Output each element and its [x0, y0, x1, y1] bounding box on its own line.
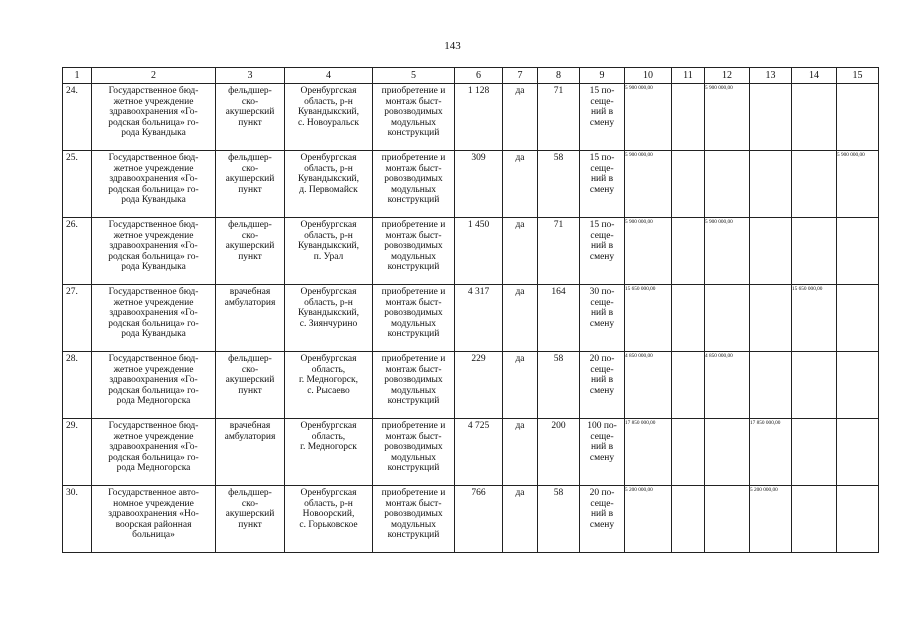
- col6-cell: 1 128: [455, 84, 503, 151]
- col11-cell: [672, 151, 705, 218]
- col15-cell: [837, 486, 879, 553]
- address-cell: Оренбургская область, г. Медногорск: [285, 419, 373, 486]
- facility-type-cell: фельдшер- ско- акушерский пункт: [216, 486, 285, 553]
- col12-cell: [705, 151, 750, 218]
- col14-cell: 15 650 000,00: [792, 285, 837, 352]
- col11-cell: [672, 419, 705, 486]
- facility-type-cell: фельдшер- ско- акушерский пункт: [216, 151, 285, 218]
- col13-cell: [750, 84, 792, 151]
- col-header: 1: [63, 68, 92, 84]
- col12-cell: 5 900 000,00: [705, 84, 750, 151]
- organization-cell: Государственное авто- номное учреждение здравоохранения «Но- воорская районная больница»: [92, 486, 216, 553]
- col10-cell: 5 900 000,00: [625, 218, 672, 285]
- col10-cell: 5 900 000,00: [625, 151, 672, 218]
- col12-cell: 4 850 000,00: [705, 352, 750, 419]
- col13-cell: [750, 151, 792, 218]
- address-cell: Оренбургская область, р-н Кувандыкский, п. Урал: [285, 218, 373, 285]
- col-header: 10: [625, 68, 672, 84]
- col10-cell: 5 200 000,00: [625, 486, 672, 553]
- col8-cell: 58: [538, 151, 580, 218]
- data-table: [62, 67, 879, 553]
- facility-type-cell: фельдшер- ско- акушерский пункт: [216, 218, 285, 285]
- col12-cell: [705, 285, 750, 352]
- address-cell: Оренбургская область, г. Медногорск, с. Рысаево: [285, 352, 373, 419]
- col14-cell: [792, 151, 837, 218]
- col13-cell: 5 200 000,00: [750, 486, 792, 553]
- table-row: [63, 352, 879, 419]
- col13-cell: [750, 285, 792, 352]
- col-header: 9: [580, 68, 625, 84]
- organization-cell: Государственное бюд- жетное учреждение здравоохранения «Го- родская больница» го- рода Кувандыка: [92, 218, 216, 285]
- row-number: 25.: [63, 151, 92, 218]
- organization-cell: Государственное бюд- жетное учреждение здравоохранения «Го- родская больница» го- рода Медногорска: [92, 352, 216, 419]
- col-header: 11: [672, 68, 705, 84]
- col6-cell: 4 317: [455, 285, 503, 352]
- col14-cell: [792, 84, 837, 151]
- col10-cell: 4 850 000,00: [625, 352, 672, 419]
- col11-cell: [672, 84, 705, 151]
- col15-cell: [837, 218, 879, 285]
- col14-cell: [792, 486, 837, 553]
- col14-cell: [792, 352, 837, 419]
- col-header: 15: [837, 68, 879, 84]
- col15-cell: [837, 84, 879, 151]
- col9-cell: 15 по- сеще- ний в смену: [580, 151, 625, 218]
- row-number: 29.: [63, 419, 92, 486]
- col6-cell: 309: [455, 151, 503, 218]
- col15-cell: [837, 285, 879, 352]
- col-header: 2: [92, 68, 216, 84]
- action-cell: приобретение и монтаж быст- ровозводимых модульных конструкций: [373, 352, 455, 419]
- col14-cell: [792, 218, 837, 285]
- action-cell: приобретение и монтаж быст- ровозводимых модульных конструкций: [373, 84, 455, 151]
- action-cell: приобретение и монтаж быст- ровозводимых модульных конструкций: [373, 218, 455, 285]
- col8-cell: 71: [538, 218, 580, 285]
- col7-cell: да: [503, 285, 538, 352]
- col7-cell: да: [503, 486, 538, 553]
- col12-cell: [705, 486, 750, 553]
- col10-cell: 5 900 000,00: [625, 84, 672, 151]
- table-row: [63, 151, 879, 218]
- col8-cell: 164: [538, 285, 580, 352]
- col8-cell: 71: [538, 84, 580, 151]
- col9-cell: 30 по- сеще- ний в смену: [580, 285, 625, 352]
- col-header: 4: [285, 68, 373, 84]
- col-header: 14: [792, 68, 837, 84]
- col-header: 12: [705, 68, 750, 84]
- col9-cell: 15 по- сеще- ний в смену: [580, 218, 625, 285]
- action-cell: приобретение и монтаж быст- ровозводимых модульных конструкций: [373, 419, 455, 486]
- col8-cell: 200: [538, 419, 580, 486]
- col8-cell: 58: [538, 486, 580, 553]
- col9-cell: 20 по- сеще- ний в смену: [580, 486, 625, 553]
- col-header: 7: [503, 68, 538, 84]
- address-cell: Оренбургская область, р-н Кувандыкский, д. Первомайск: [285, 151, 373, 218]
- col11-cell: [672, 352, 705, 419]
- facility-type-cell: фельдшер- ско- акушерский пункт: [216, 352, 285, 419]
- organization-cell: Государственное бюд- жетное учреждение здравоохранения «Го- родская больница» го- рода Кувандыка: [92, 84, 216, 151]
- col-header: 3: [216, 68, 285, 84]
- facility-type-cell: врачебная амбулатория: [216, 285, 285, 352]
- col11-cell: [672, 218, 705, 285]
- table-row: [63, 419, 879, 486]
- row-number: 24.: [63, 84, 92, 151]
- table-row: [63, 218, 879, 285]
- col-header: 8: [538, 68, 580, 84]
- col7-cell: да: [503, 218, 538, 285]
- col9-cell: 100 по- сеще- ний в смену: [580, 419, 625, 486]
- row-number: 28.: [63, 352, 92, 419]
- col12-cell: [705, 419, 750, 486]
- col13-cell: [750, 352, 792, 419]
- col15-cell: [837, 352, 879, 419]
- col11-cell: [672, 285, 705, 352]
- action-cell: приобретение и монтаж быст- ровозводимых модульных конструкций: [373, 486, 455, 553]
- row-number: 26.: [63, 218, 92, 285]
- row-number: 27.: [63, 285, 92, 352]
- col10-cell: 17 850 000,00: [625, 419, 672, 486]
- page-number: 143: [444, 40, 461, 52]
- col6-cell: 1 450: [455, 218, 503, 285]
- col11-cell: [672, 486, 705, 553]
- col9-cell: 15 по- сеще- ний в смену: [580, 84, 625, 151]
- action-cell: приобретение и монтаж быст- ровозводимых модульных конструкций: [373, 151, 455, 218]
- col6-cell: 4 725: [455, 419, 503, 486]
- col7-cell: да: [503, 84, 538, 151]
- col15-cell: [837, 419, 879, 486]
- col7-cell: да: [503, 352, 538, 419]
- col15-cell: 5 900 000,00: [837, 151, 879, 218]
- col-header: 13: [750, 68, 792, 84]
- facility-type-cell: врачебная амбулатория: [216, 419, 285, 486]
- col7-cell: да: [503, 151, 538, 218]
- col8-cell: 58: [538, 352, 580, 419]
- col9-cell: 20 по- сеще- ний в смену: [580, 352, 625, 419]
- col7-cell: да: [503, 419, 538, 486]
- address-cell: Оренбургская область, р-н Кувандыкский, с. Новоуральск: [285, 84, 373, 151]
- action-cell: приобретение и монтаж быст- ровозводимых модульных конструкций: [373, 285, 455, 352]
- table-row: [63, 285, 879, 352]
- col6-cell: 766: [455, 486, 503, 553]
- col-header: 6: [455, 68, 503, 84]
- col14-cell: [792, 419, 837, 486]
- row-number: 30.: [63, 486, 92, 553]
- col10-cell: 15 650 000,00: [625, 285, 672, 352]
- table-row: [63, 486, 879, 553]
- address-cell: Оренбургская область, р-н Кувандыкский, с. Зиянчурино: [285, 285, 373, 352]
- header-row: [63, 68, 879, 84]
- col13-cell: [750, 218, 792, 285]
- col12-cell: 5 900 000,00: [705, 218, 750, 285]
- address-cell: Оренбургская область, р-н Новоорский, с. Горьковское: [285, 486, 373, 553]
- organization-cell: Государственное бюд- жетное учреждение здравоохранения «Го- родская больница» го- рода Медногорска: [92, 419, 216, 486]
- col13-cell: 17 850 000,00: [750, 419, 792, 486]
- table-row: [63, 84, 879, 151]
- col6-cell: 229: [455, 352, 503, 419]
- facility-type-cell: фельдшер- ско- акушерский пункт: [216, 84, 285, 151]
- organization-cell: Государственное бюд- жетное учреждение здравоохранения «Го- родская больница» го- рода Кувандыка: [92, 151, 216, 218]
- col-header: 5: [373, 68, 455, 84]
- organization-cell: Государственное бюд- жетное учреждение здравоохранения «Го- родская больница» го- рода Кувандыка: [92, 285, 216, 352]
